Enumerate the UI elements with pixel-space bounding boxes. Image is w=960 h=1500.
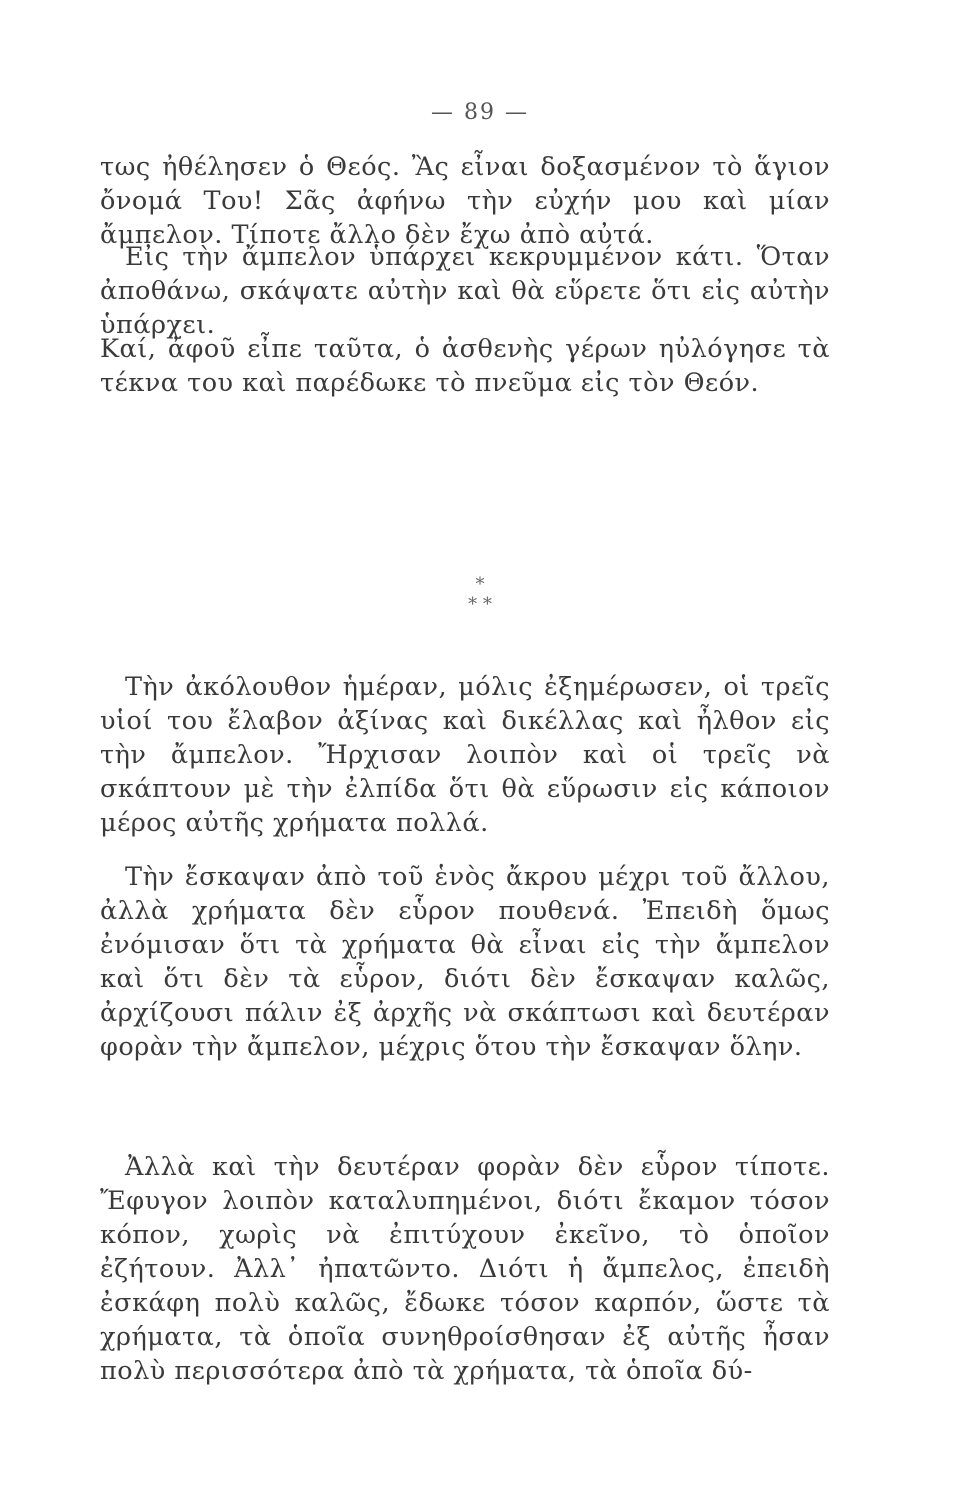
asterism-separator bbox=[0, 575, 960, 615]
paragraph-5 bbox=[100, 860, 830, 1064]
page-number: — 89 — bbox=[431, 100, 529, 125]
paragraph-2-text: Εἰς τὴν ἄμπελον ὑπάρχει κεκρυμμένον κάτι. Ὅταν ἀποθάνω, σκάψατε αὐτὴν καὶ θὰ εὕρετε ὅτι εἰς αὐτὴν ὑπάρχει. bbox=[100, 242, 830, 340]
paragraph-4 bbox=[100, 670, 830, 840]
paragraph-6 bbox=[100, 1150, 830, 1388]
paragraph-1-text: τως ἠθέλησεν ὁ Θεός. Ἂς εἶναι δοξασμένον τὸ ἅγιον ὄνομά Του! Σᾶς ἀφήνω τὴν εὐχήν μου καὶ μίαν ἄμπελον. Τίποτε ἄλλο δὲν ἔχω ἀπὸ αὐτά. bbox=[100, 152, 830, 250]
asterism-top-star: * bbox=[475, 574, 485, 595]
paragraph-5-text: Τὴν ἔσκαψαν ἀπὸ τοῦ ἑνὸς ἄκρου μέχρι τοῦ ἄλλου, ἀλλὰ χρήματα δὲν εὗρον πουθενά. Ἐπειδὴ ὅμως ἐνόμισαν ὅτι τὰ χρήματα θὰ εἶναι εἰς τὴν ἄμπελον καὶ ὅτι δὲν τὰ εὗρον, διότι δὲν ἔσκαψαν καλῶς, ἀρχίζουσι πάλιν ἐξ ἀρχῆς νὰ σκάπτωσι καὶ δευτέραν φορὰν τὴν ἄμπελον, μέχρις ὅτου τὴν ἔσκαψαν ὅλην. bbox=[100, 862, 830, 1062]
paragraph-3 bbox=[100, 332, 830, 400]
paragraph-2 bbox=[100, 240, 830, 342]
paragraph-1 bbox=[100, 150, 830, 252]
paragraph-3-text: Καί, ἀφοῦ εἶπε ταῦτα, ὁ ἀσθενὴς γέρων ηὐλόγησε τὰ τέκνα του καὶ παρέδωκε τὸ πνεῦμα εἰς τὸν Θεόν. bbox=[100, 334, 830, 398]
asterism-bottom-stars: * * bbox=[468, 594, 492, 615]
paragraph-4-text: Τὴν ἀκόλουθον ἡμέραν, μόλις ἐξημέρωσεν, οἱ τρεῖς υἱοί του ἔλαβον ἀξίνας καὶ δικέλλας καὶ ἦλθον εἰς τὴν ἄμπελον. Ἤρχισαν λοιπὸν καὶ οἱ τρεῖς νὰ σκάπτουν μὲ τὴν ἐλπίδα ὅτι θὰ εὕρωσιν εἰς κάποιον μέρος αὐτῆς χρήματα πολλά. bbox=[100, 672, 830, 838]
paragraph-6-text: Ἀλλὰ καὶ τὴν δευτέραν φορὰν δὲν εὗρον τίποτε. Ἔφυγον λοιπὸν καταλυπημένοι, διότι ἔκαμον τόσον κόπον, χωρὶς νὰ ἐπιτύχουν ἐκεῖνο, τὸ ὁποῖον ἐζήτουν. Ἀλλ᾽ ἠπατῶντο. Διότι ἡ ἄμπελος, ἐπειδὴ ἐσκάφη πολὺ καλῶς, ἔδωκε τόσον καρπόν, ὥστε τὰ χρήματα, τὰ ὁποῖα συνηθροίσθησαν ἐξ αὐτῆς ἦσαν πολὺ περισσότερα ἀπὸ τὰ χρήματα, τὰ ὁποῖα δύ- bbox=[100, 1152, 830, 1386]
